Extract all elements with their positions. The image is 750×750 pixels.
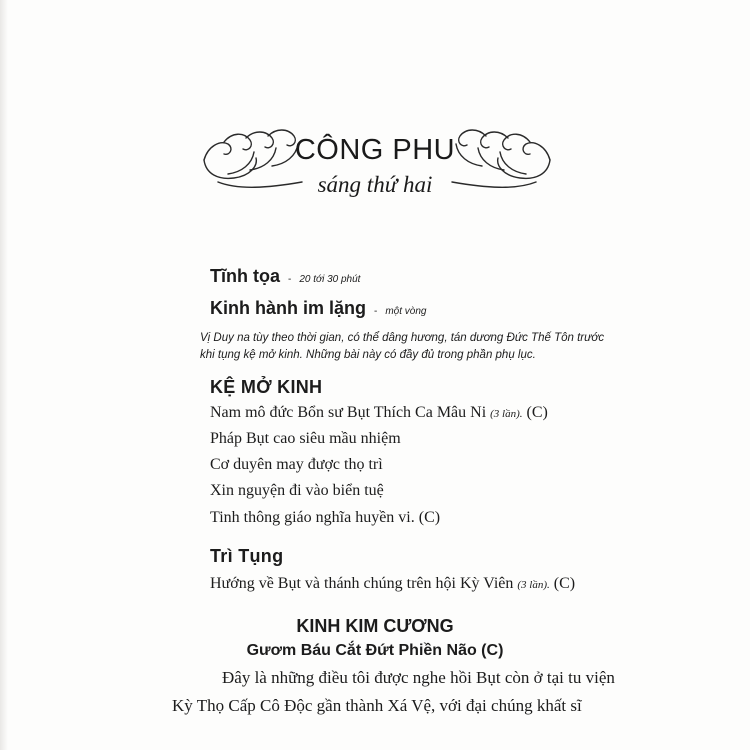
chapter-title: CÔNG PHU	[294, 134, 456, 166]
verse-line	[210, 404, 548, 422]
schedule-item-meditation	[210, 266, 360, 287]
section-heading-recitation: Trì Tụng	[210, 546, 284, 566]
schedule-separator: -	[374, 306, 378, 317]
verse-line	[210, 482, 384, 500]
verse-line	[210, 509, 440, 527]
sutra-subtitle: Gươm Báu Cắt Đứt Phiền Não (C)	[246, 642, 504, 659]
schedule-separator: -	[288, 274, 292, 285]
schedule-label: Tĩnh tọa	[210, 266, 280, 286]
recitation-line	[210, 575, 575, 593]
verse-marker: (C)	[418, 509, 441, 526]
verse-line	[210, 430, 401, 448]
verse-text: Cơ duyên may được thọ trì	[210, 456, 383, 473]
verse-marker: (C)	[553, 575, 576, 592]
sutra-body-line-1: Đây là những điều tôi được nghe hồi Bụt còn ở tại tu viện	[222, 668, 615, 687]
instruction-line-2: khi tụng kệ mở kinh. Những bài này có đầy đủ trong phần phụ lục.	[200, 349, 536, 361]
schedule-note: một vòng	[385, 306, 427, 317]
sutra-body-line-2: Kỳ Thọ Cấp Cô Độc gần thành Xá Vệ, với đại chúng khất sĩ	[172, 696, 582, 715]
page-edge-shadow	[0, 0, 8, 750]
verse-line	[210, 456, 383, 474]
instruction-line-1: Vị Duy na tùy theo thời gian, có thể dâng hương, tán dương Đức Thế Tôn trước	[200, 332, 605, 344]
verse-count: (3 lần).	[517, 579, 550, 591]
schedule-item-walking	[210, 298, 426, 319]
schedule-label: Kinh hành im lặng	[210, 298, 366, 318]
verse-text: Nam mô đức Bổn sư Bụt Thích Ca Mâu Ni	[210, 404, 487, 421]
verse-text: Pháp Bụt cao siêu mầu nhiệm	[210, 430, 401, 447]
verse-text: Tinh thông giáo nghĩa huyền vi.	[210, 509, 415, 526]
sutra-title: KINH KIM CƯƠNG	[296, 616, 454, 636]
section-heading-opening-verse: KỆ MỞ KINH	[210, 377, 323, 397]
verse-text: Xin nguyện đi vào biển tuệ	[210, 482, 384, 499]
schedule-note: 20 tới 30 phút	[299, 274, 361, 285]
verse-marker: (C)	[526, 404, 548, 421]
verse-count: (3 lần).	[490, 408, 523, 420]
chapter-subtitle: sáng thứ hai	[317, 172, 433, 197]
verse-text: Hướng về Bụt và thánh chúng trên hội Kỳ Viên	[210, 575, 514, 592]
